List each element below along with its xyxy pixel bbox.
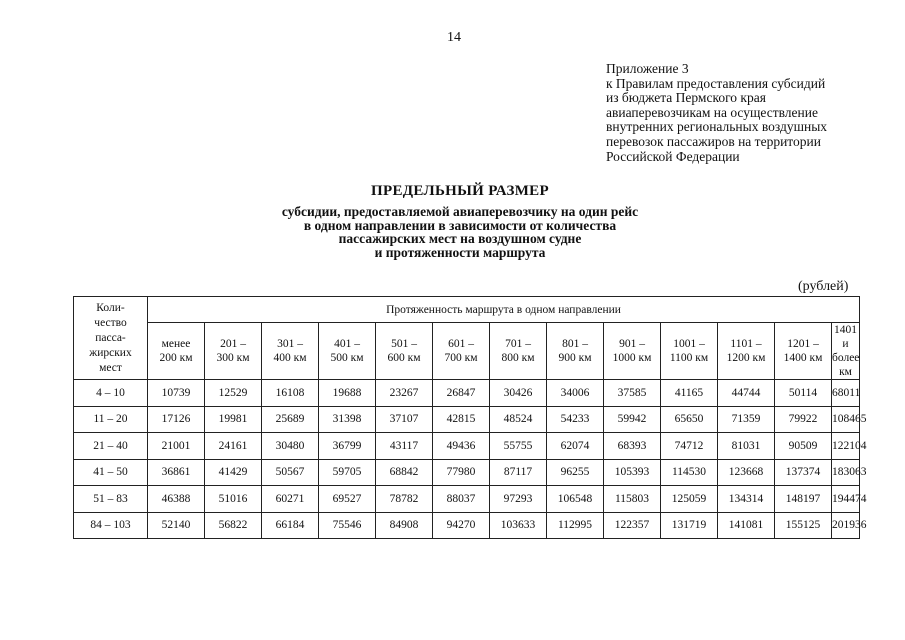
distance-column-header: [832, 323, 860, 380]
appendix-line: к Правилам предоставления субсидий: [606, 75, 826, 91]
seats-cell: 51 – 83: [74, 486, 148, 513]
subsidy-value-cell: 30480: [262, 433, 319, 460]
subsidy-value-cell: 41165: [661, 380, 718, 407]
subsidy-value-cell: 26847: [433, 380, 490, 407]
seats-cell: 21 – 40: [74, 433, 148, 460]
distance-column-header-line: км: [839, 366, 852, 378]
subsidy-value-cell: 68842: [376, 459, 433, 486]
seats-header-line: чество: [94, 316, 127, 329]
subsidy-value-cell: 36861: [148, 459, 205, 486]
distance-column-header-line: 1101 –: [730, 338, 762, 350]
distance-column-header: [604, 323, 661, 380]
subsidy-value-cell: 68393: [604, 433, 661, 460]
unit-label: (рублей): [798, 279, 849, 294]
distance-column-header-line: 301 –: [277, 338, 303, 350]
seats-cell: 11 – 20: [74, 406, 148, 433]
subsidy-value-cell: 84908: [376, 512, 433, 539]
subsidy-value-cell: 59705: [319, 459, 376, 486]
distance-column-header-line: 801 –: [562, 338, 588, 350]
table-row: [74, 406, 860, 433]
document-title: [230, 183, 690, 259]
subsidy-value-cell: 12529: [205, 380, 262, 407]
subsidy-value-cell: 31398: [319, 406, 376, 433]
subsidy-value-cell: 78782: [376, 486, 433, 513]
appendix-line: из бюджета Пермского края: [606, 90, 766, 106]
subsidy-value-cell: 65650: [661, 406, 718, 433]
distance-column-header-line: 901 –: [619, 338, 645, 350]
seats-header-line: Коли-: [96, 301, 125, 314]
distance-column-header-line: и более: [832, 338, 860, 364]
distance-column-header-line: менее: [161, 338, 191, 350]
table-row: [74, 459, 860, 486]
subsidy-value-cell: 201936: [832, 512, 860, 539]
appendix-line: Российской Федерации: [606, 148, 740, 164]
subsidy-value-cell: 183063: [832, 459, 860, 486]
distance-column-header-line: 1201 –: [787, 338, 819, 350]
seats-cell: 4 – 10: [74, 380, 148, 407]
distance-column-header-line: 1000 км: [612, 352, 652, 364]
subsidy-value-cell: 106548: [547, 486, 604, 513]
distance-column-header-line: 1100 км: [669, 352, 709, 364]
subsidy-value-cell: 44744: [718, 380, 775, 407]
subsidy-value-cell: 114530: [661, 459, 718, 486]
subsidy-value-cell: 41429: [205, 459, 262, 486]
subsidy-value-cell: 194474: [832, 486, 860, 513]
distance-column-header: [775, 323, 832, 380]
subsidy-value-cell: 37107: [376, 406, 433, 433]
title-main: ПРЕДЕЛЬНЫЙ РАЗМЕР: [371, 183, 549, 199]
subsidy-value-cell: 19688: [319, 380, 376, 407]
subsidy-value-cell: 43117: [376, 433, 433, 460]
appendix-line: внутренних региональных воздушных: [606, 119, 828, 135]
subsidy-value-cell: 79922: [775, 406, 832, 433]
subsidy-value-cell: 21001: [148, 433, 205, 460]
subsidy-value-cell: 56822: [205, 512, 262, 539]
distance-column-header: [433, 323, 490, 380]
subsidy-value-cell: 122104: [832, 433, 860, 460]
subsidy-value-cell: 94270: [433, 512, 490, 539]
title-sub-line: пассажирских мест на воздушном судне: [338, 231, 582, 247]
subsidy-value-cell: 50567: [262, 459, 319, 486]
appendix-note: [606, 62, 896, 164]
distance-column-header-line: 800 км: [501, 352, 535, 364]
subsidy-value-cell: 52140: [148, 512, 205, 539]
subsidy-value-cell: 60271: [262, 486, 319, 513]
subsidy-value-cell: 103633: [490, 512, 547, 539]
subsidy-value-cell: 46388: [148, 486, 205, 513]
subsidy-value-cell: 54233: [547, 406, 604, 433]
subsidy-value-cell: 87117: [490, 459, 547, 486]
subsidy-value-cell: 55755: [490, 433, 547, 460]
distance-column-header-line: 601 –: [448, 338, 474, 350]
subsidy-value-cell: 69527: [319, 486, 376, 513]
subsidy-value-cell: 19981: [205, 406, 262, 433]
distance-column-header-line: 300 км: [216, 352, 250, 364]
subsidy-value-cell: 112995: [547, 512, 604, 539]
subsidy-value-cell: 148197: [775, 486, 832, 513]
distance-column-header-line: 600 км: [387, 352, 421, 364]
appendix-line: перевозок пассажиров на территории: [606, 133, 821, 149]
subsidy-value-cell: 62074: [547, 433, 604, 460]
subsidy-value-cell: 81031: [718, 433, 775, 460]
distance-column-header: [718, 323, 775, 380]
seats-cell: 41 – 50: [74, 459, 148, 486]
subsidy-value-cell: 23267: [376, 380, 433, 407]
title-sub-line: в одном направлении в зависимости от количества: [303, 217, 617, 233]
distance-header: Протяженность маршрута в одном направлении: [148, 297, 860, 323]
distance-column-header-line: 1401: [834, 324, 857, 336]
table-row: [74, 486, 860, 513]
subsidy-value-cell: 37585: [604, 380, 661, 407]
distance-column-header-line: 700 км: [444, 352, 478, 364]
subsidy-value-cell: 88037: [433, 486, 490, 513]
subsidy-value-cell: 10739: [148, 380, 205, 407]
distance-column-header-line: 501 –: [391, 338, 417, 350]
seats-header-line: жирских: [89, 346, 132, 359]
distance-column-header: [262, 323, 319, 380]
subsidy-value-cell: 16108: [262, 380, 319, 407]
subsidy-value-cell: 141081: [718, 512, 775, 539]
subsidy-value-cell: 34006: [547, 380, 604, 407]
table-row: [74, 380, 860, 407]
distance-column-header-line: 401 –: [334, 338, 360, 350]
subsidy-value-cell: 17126: [148, 406, 205, 433]
table-row: [74, 433, 860, 460]
seats-cell: 84 – 103: [74, 512, 148, 539]
appendix-line: авиаперевозчикам на осуществление: [606, 104, 818, 120]
subsidy-value-cell: 125059: [661, 486, 718, 513]
subsidy-value-cell: 71359: [718, 406, 775, 433]
distance-column-header: [547, 323, 604, 380]
distance-column-header-line: 1200 км: [726, 352, 766, 364]
subsidy-value-cell: 30426: [490, 380, 547, 407]
subsidy-value-cell: 75546: [319, 512, 376, 539]
subsidy-value-cell: 66184: [262, 512, 319, 539]
table-row: [74, 512, 860, 539]
subsidy-value-cell: 42815: [433, 406, 490, 433]
subsidy-value-cell: 131719: [661, 512, 718, 539]
distance-column-header: [205, 323, 262, 380]
subsidy-value-cell: 134314: [718, 486, 775, 513]
subsidy-value-cell: 137374: [775, 459, 832, 486]
page-number: 14: [447, 30, 461, 45]
distance-column-header-line: 500 км: [330, 352, 364, 364]
subsidy-value-cell: 51016: [205, 486, 262, 513]
subsidy-value-cell: 108465: [832, 406, 860, 433]
distance-column-header: [661, 323, 718, 380]
subsidy-value-cell: 105393: [604, 459, 661, 486]
subsidy-value-cell: 74712: [661, 433, 718, 460]
subsidy-value-cell: 68011: [832, 380, 860, 407]
subsidy-value-cell: 90509: [775, 433, 832, 460]
subsidy-value-cell: 155125: [775, 512, 832, 539]
seats-header-line: мест: [99, 361, 122, 374]
distance-column-header: [148, 323, 205, 380]
subsidy-value-cell: 24161: [205, 433, 262, 460]
appendix-line: Приложение 3: [606, 61, 689, 76]
subsidy-value-cell: 36799: [319, 433, 376, 460]
subsidy-value-cell: 48524: [490, 406, 547, 433]
seats-header-line: пасса-: [95, 331, 126, 344]
subsidy-value-cell: 122357: [604, 512, 661, 539]
distance-column-header: [319, 323, 376, 380]
title-sub-line: субсидии, предоставляемой авиаперевозчику на один рейс: [281, 204, 639, 219]
subsidy-value-cell: 97293: [490, 486, 547, 513]
distance-column-header: [376, 323, 433, 380]
subsidy-value-cell: 59942: [604, 406, 661, 433]
subsidy-value-cell: 96255: [547, 459, 604, 486]
subsidy-table: [73, 296, 867, 539]
subsidy-value-cell: 123668: [718, 459, 775, 486]
subsidy-value-cell: 115803: [604, 486, 661, 513]
distance-column-header-line: 1400 км: [783, 352, 823, 364]
distance-column-header-line: 900 км: [558, 352, 592, 364]
title-sub-line: и протяженности маршрута: [374, 244, 546, 260]
distance-column-header: [490, 323, 547, 380]
subsidy-value-cell: 25689: [262, 406, 319, 433]
subsidy-value-cell: 77980: [433, 459, 490, 486]
subsidy-value-cell: 49436: [433, 433, 490, 460]
subsidy-value-cell: 50114: [775, 380, 832, 407]
distance-column-header-line: 201 –: [220, 338, 246, 350]
distance-column-header-line: 701 –: [505, 338, 531, 350]
seats-header: [74, 297, 148, 380]
distance-column-header-line: 400 км: [273, 352, 307, 364]
distance-column-header-line: 1001 –: [673, 338, 705, 350]
distance-column-header-line: 200 км: [159, 352, 193, 364]
